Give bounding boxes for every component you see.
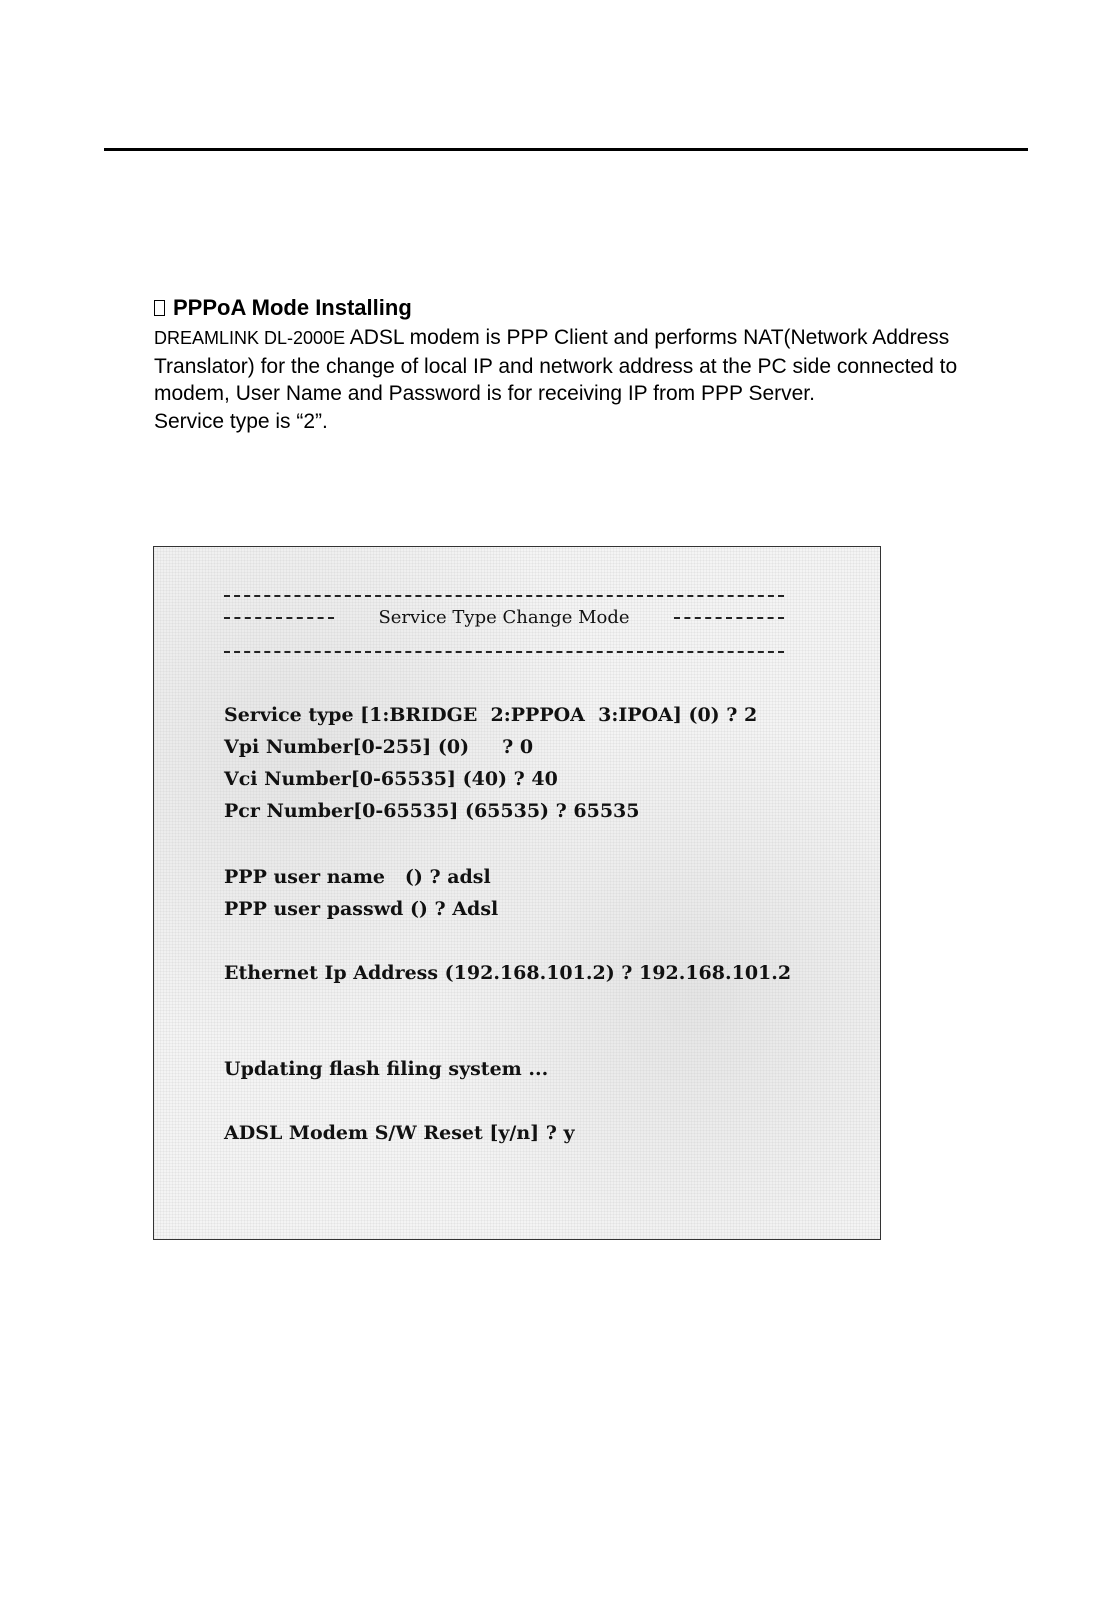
description-text: ADSL modem is PPP Client and performs NAT(Network Address Translator) for the change of local IP and network address at the PC side connected to modem, User Name and Password is for receiving IP from PPP Server. — [154, 326, 958, 405]
dashed-divider-bottom — [224, 651, 784, 653]
dashed-divider-top — [224, 595, 784, 597]
title-dash-left — [224, 617, 334, 619]
modem-reset-line: ADSL Modem S/W Reset [y/n] ? y — [224, 1122, 575, 1144]
section-description — [154, 324, 994, 408]
section-heading-text: PPPoA Mode Installing — [173, 295, 412, 320]
service-type-note: Service type is “2”. — [154, 409, 328, 433]
title-dash-right — [674, 617, 784, 619]
ppp-user-name-line: PPP user name () ? adsl — [224, 866, 491, 888]
section-heading — [154, 294, 994, 322]
brand-name: DREAMLINK DL-2000E — [154, 328, 346, 348]
pppoa-section — [154, 294, 994, 435]
service-type-line: Service type [1:BRIDGE 2:PPPOA 3:IPOA] (0) ? 2 — [224, 704, 758, 726]
terminal-screenshot — [153, 546, 881, 1240]
terminal-title-row — [224, 607, 784, 628]
updating-flash-line: Updating flash filing system ... — [224, 1058, 549, 1080]
square-bullet-icon — [154, 300, 165, 316]
ppp-user-passwd-line: PPP user passwd () ? Adsl — [224, 898, 499, 920]
pcr-line: Pcr Number[0-65535] (65535) ? 65535 — [224, 800, 640, 822]
top-horizontal-rule — [104, 148, 1028, 151]
vpi-line: Vpi Number[0-255] (0) ? 0 — [224, 736, 534, 758]
ethernet-ip-line: Ethernet Ip Address (192.168.101.2) ? 192.168.101.2 — [224, 962, 792, 984]
terminal-title: Service Type Change Mode — [378, 607, 630, 628]
vci-line: Vci Number[0-65535] (40) ? 40 — [224, 768, 558, 790]
